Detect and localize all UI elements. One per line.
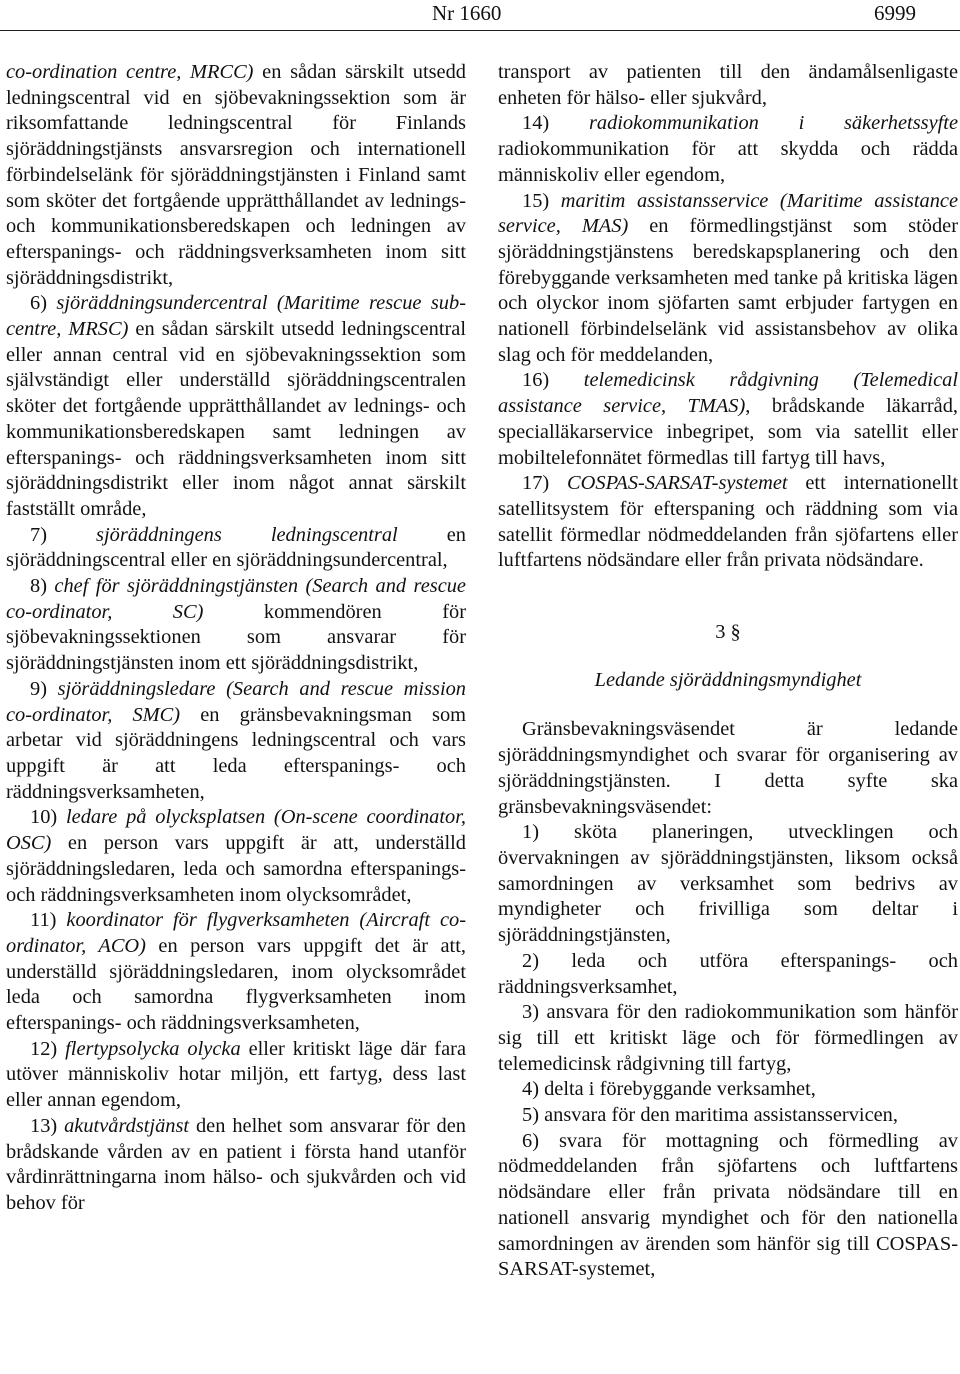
paragraph [6,523,466,574]
paragraph [498,189,958,369]
paragraph-text: transport av patienten till den ändamålsenligaste enheten för hälso- eller sjukvård, [498,61,958,109]
document-number: Nr 1660 [432,1,502,25]
item-number: 6) [30,292,57,315]
paragraph [498,1129,958,1283]
paragraph-text: Gränsbevakningsväsendet är ledande sjöräddningsmyndighet och svarar för organisering av sjöräddningstjänsten. I detta syfte ska gränsbevakningsväsendet: [498,718,958,818]
defined-term: ledare på olycksplatsen (On-scene coordinator, OSC) [6,806,467,855]
defined-term: sjöräddningsundercentral (Maritime rescue sub-centre, MRSC) [6,292,466,341]
paragraph-text: radiokommunikation för att skydda och rädda människoliv eller egendom, [498,138,958,186]
right-column [498,60,958,1283]
paragraph-text: en sjöräddningscentral eller en sjöräddningsundercentral, [6,523,466,572]
paragraph [6,1114,466,1217]
paragraph-text: 2) leda och utföra efterspanings- och räddningsverksamhet, [498,949,958,998]
section-number: 3 § [715,621,741,644]
defined-term: radiokommunikation i säkerhetssyfte [588,112,959,135]
defined-term: chef för sjöräddningstjänsten (Search and rescue co-ordinator, SC) [6,575,466,623]
item-number: 10) [30,806,66,829]
page-header [0,0,960,28]
section-heading: Ledande sjöräddningsmyndighet [594,668,862,691]
defined-term: sjöräddningens ledningscentral [96,523,398,546]
section-body [498,717,958,1282]
paragraph [6,805,466,908]
paragraph-text: , brådskande läkarråd, specialläkarservice inbegripet, som via satellit eller mobiltelefonnätet förmedlas till fartyg till havs, [498,395,958,469]
item-number: 7) [30,523,97,546]
paragraph [498,471,958,574]
right-definition-list [498,60,958,574]
paragraph [6,574,466,677]
paragraph-text: 3) ansvara för den radiokommunikation som hänför sig till ett kritiskt läge och för förmedlingen av telemedicinsk rådgivning till fartyg, [498,1001,958,1075]
paragraph-text: en person vars uppgift är att, underställd sjöräddningsledaren, leda och samordna efterspanings- och räddningsverksamheten inom olycksområdet, [6,832,466,906]
paragraph [498,820,958,949]
item-number: 14) [522,112,589,135]
paragraph-text: eller kritiskt läge där fara utöver människoliv hotar miljön, ett fartyg, dess last eller annan egendom, [6,1037,466,1112]
page-number: 6999 [874,1,916,25]
paragraph-text: en förmedlingstjänst som stöder sjöräddningstjänstens beredskapsplanering och den förebyggande verksamheten med tanke på kritiska lägen och olyckor inom sjöfarten samt erbjuder fartygen en nationell förbindelselänk vid assistansbehov av olika slag och för meddelanden, [498,215,958,366]
defined-term: COSPAS-SARSAT-systemet [567,472,788,495]
item-number: 11) [30,909,67,932]
paragraph-text: en person vars uppgift det är att, underställd sjöräddningsledaren, inom olycksområdet leda och samordna flygverksamheten inom efterspanings- och räddningsverksamheten, [6,934,466,1035]
paragraph [6,1037,466,1114]
item-number: 15) [522,189,561,212]
defined-term: akutvårdstjänst [64,1114,190,1137]
left-column [6,60,466,1217]
paragraph [6,291,466,522]
paragraph [498,111,958,188]
defined-term: koordinator för flygverksamheten (Aircraft co-ordinator, ACO) [6,909,466,957]
paragraph [498,1000,958,1077]
defined-term: telemedicinsk rådgivning (Telemedical assistance service, TMAS) [498,369,958,418]
paragraph [6,60,466,291]
paragraph [6,908,466,1037]
paragraph-text: ett internationellt satellitsystem för efterspaning och räddning som via satellit förmedlar nödmeddelanden från sjöfartens eller luftfartens nödsändare eller från privata nödsändare. [498,472,958,572]
header-rule [0,30,960,31]
item-number: 8) [30,575,55,598]
defined-term: co-ordination centre, MRCC) [6,61,254,83]
paragraph-text: 6) svara för mottagning och förmedling av nödmeddelanden från sjöfartens och luftfartens nödsändare eller från privata nödsändare till en nationell ansvarig myndighet och för den nationella samordningen av ärenden som hänför sig till COSPAS-SARSAT-systemet, [498,1129,958,1281]
paragraph-text: en sådan särskilt utsedd ledningscentral eller annan central vid en sjöbevakningssektion som självständigt eller underställd sjöräddningscentralen sköter det fortgående upprätthållandet av lednings- och kommunikationsberedskapen samt ledningen av efterspanings- och räddningsverksamheten inom sitt sjöräddningsdistrikt eller inom något annat särskilt fastställt område, [6,318,466,520]
paragraph-text: kommendören för sjöbevakningssektionen som ansvarar för sjöräddningstjänsten inom ett sjöräddningsdistrikt, [6,600,466,675]
paragraph-text: 5) ansvara för den maritima assistansservicen, [522,1104,898,1127]
paragraph [498,717,958,820]
paragraph-text: den helhet som ansvarar för den brådskande vården av en patient i första hand utanför vårdinrättningarna inom hälso- och sjukvården och vid behov för [6,1114,466,1214]
paragraph [498,1077,958,1103]
paragraph [498,949,958,1000]
defined-term: sjöräddningsledare (Search and rescue mission co-ordinator, SMC) [6,677,466,726]
paragraph-text: en gränsbevakningsman som arbetar vid sjöräddningens ledningscentral och vars uppgift är att leda efterspanings- och räddningsverksamheten, [6,703,466,803]
paragraph-text: 1) sköta planeringen, utvecklingen och övervakningen av sjöräddningstjänsten, liksom också samordningen av verksamhet som bedrivs av myndigheter och frivilliga som deltar i sjöräddningstjänsten, [498,821,958,947]
paragraph-text: 4) delta i förebyggande verksamhet, [522,1078,816,1101]
defined-term: maritim assistansservice (Maritime assistance service, MAS) [498,189,959,238]
item-number: 17) [522,472,568,495]
paragraph [498,368,958,471]
paragraph [498,60,958,111]
item-number: 16) [522,369,584,392]
paragraph [498,1103,958,1129]
item-number: 12) [30,1037,66,1060]
item-number: 9) [30,677,58,700]
paragraph [6,677,466,806]
defined-term: flertypsolycka olycka [65,1037,241,1060]
item-number: 13) [30,1114,65,1137]
paragraph-text: en sådan särskilt utsedd ledningscentral vid en sjöbevakningssektion som är riksomfattande ledningscentral för Finlands sjöräddningstjänsts ansvarsregion och internationell förbindelselänk för sjöräddningstjänsten i Finland samt som sköter det fortgående upprätthållandet av lednings- och kommunikationsberedskapen och ledningen av efterspanings- och räddningsverksamheten inom sitt sjöräddningsdistrikt, [6,61,467,289]
